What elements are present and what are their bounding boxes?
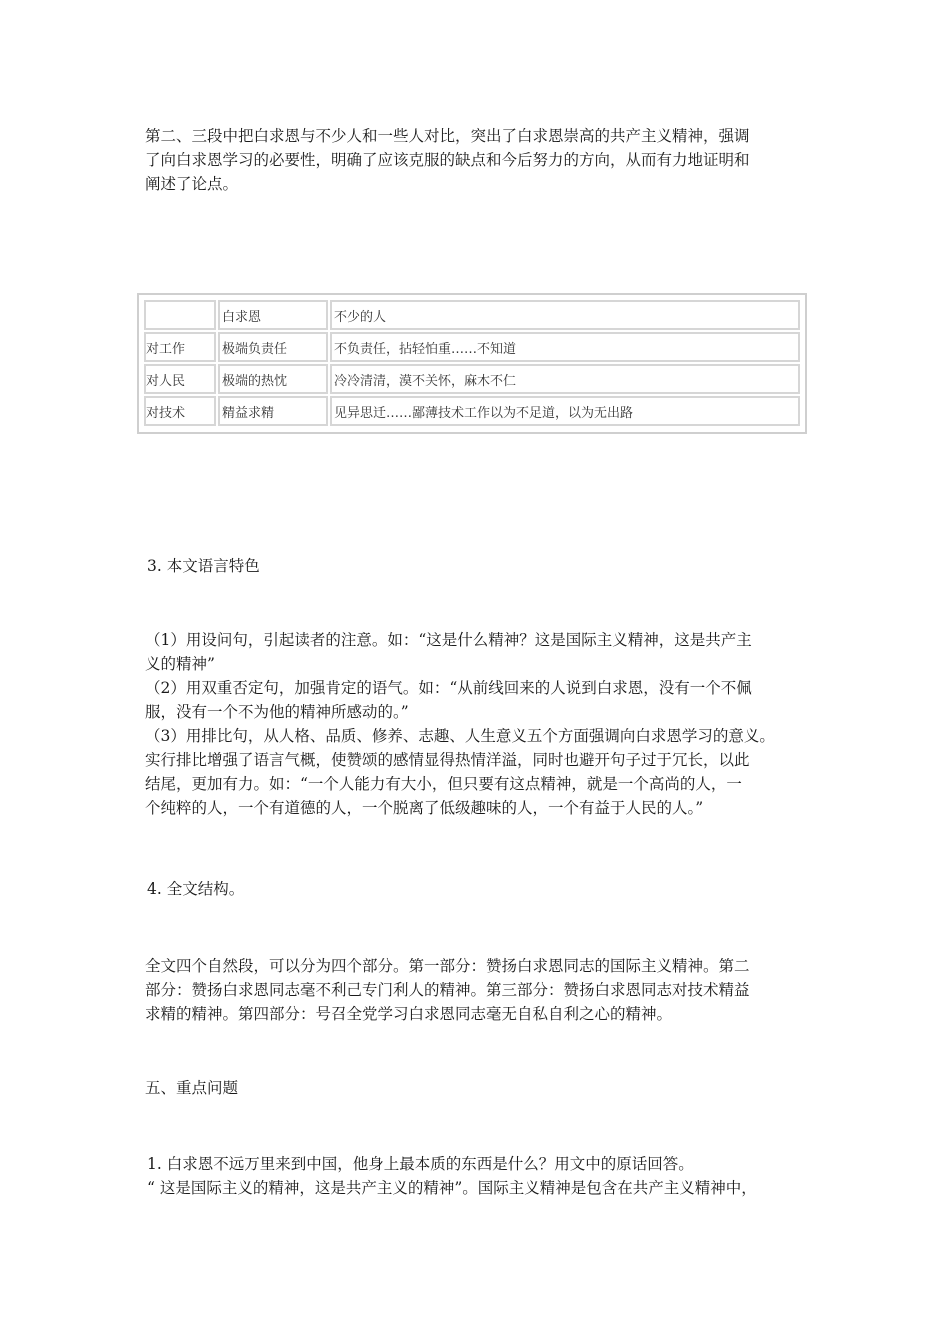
table-row [144, 364, 800, 394]
table-row [144, 396, 800, 426]
text-line: 部分：赞扬白求恩同志毫不利己专门利人的精神。第三部分：赞扬白求恩同志对技术精益 [145, 981, 750, 999]
section-heading: 4. 全文结构。 [147, 880, 245, 898]
table-header-row [144, 300, 800, 330]
table-cell: 不负责任，拈轻怕重……不知道 [330, 332, 800, 362]
table-cell: 对技术 [144, 396, 216, 426]
table-cell: 不少的人 [330, 300, 800, 330]
table-cell: 极端的热忱 [218, 364, 328, 394]
text-line: 服，没有一个不为他的精神所感动的。” [145, 703, 409, 721]
text-line: 第二、三段中把白求恩与不少人和一些人对比，突出了白求恩崇高的共产主义精神，强调 [145, 127, 750, 145]
text-line: 义的精神” [145, 655, 215, 673]
text-line: （2）用双重否定句，加强肯定的语气。如：“从前线回来的人说到白求恩，没有一个不佩 [145, 679, 752, 697]
section-4-body [145, 954, 810, 1026]
text-line: 了向白求恩学习的必要性，明确了应该克服的缺点和今后努力的方向，从而有力地证明和 [145, 151, 750, 169]
table-row [144, 332, 800, 362]
table-cell [144, 300, 216, 330]
text-line: 阐述了论点。 [145, 175, 239, 193]
comparison-table [142, 298, 802, 428]
text-line: 个纯粹的人，一个有道德的人，一个脱离了低级趣味的人，一个有益于人民的人。” [145, 799, 704, 817]
table-cell: 对工作 [144, 332, 216, 362]
text-line: “ 这是国际主义的精神，这是共产主义的精神”。国际主义精神是包含在共产主义精神中， [147, 1179, 757, 1197]
text-line: （3）用排比句，从人格、品质、修养、志趣、人生意义五个方面强调向白求恩学习的意义。 [145, 727, 775, 745]
section-heading: 3. 本文语言特色 [147, 557, 260, 575]
section-3-body [145, 628, 810, 820]
table-cell: 精益求精 [218, 396, 328, 426]
text-line: 1. 白求恩不远万里来到中国，他身上最本质的东西是什么？用文中的原话回答。 [147, 1155, 694, 1173]
table-cell: 冷冷清清，漠不关怀，麻木不仁 [330, 364, 800, 394]
comparison-table-frame [137, 293, 807, 434]
table-cell: 极端负责任 [218, 332, 328, 362]
text-line: 求精的精神。第四部分：号召全党学习白求恩同志毫无自私自利之心的精神。 [145, 1005, 673, 1023]
text-line: （1）用设问句，引起读者的注意。如：“这是什么精神？这是国际主义精神，这是共产主 [145, 631, 752, 649]
table-cell: 白求恩 [218, 300, 328, 330]
table-cell: 对人民 [144, 364, 216, 394]
section-heading: 五、重点问题 [145, 1079, 239, 1097]
table-cell: 见异思迁……鄙薄技术工作以为不足道，以为无出路 [330, 396, 800, 426]
text-line: 结尾，更加有力。如：“一个人能力有大小，但只要有这点精神，就是一个高尚的人，一 [145, 775, 742, 793]
intro-paragraph [145, 124, 810, 196]
text-line: 实行排比增强了语言气概，使赞颂的感情显得热情洋溢，同时也避开句子过于冗长，以此 [145, 751, 750, 769]
section-5-body [147, 1152, 812, 1200]
text-line: 全文四个自然段，可以分为四个部分。第一部分：赞扬白求恩同志的国际主义精神。第二 [145, 957, 750, 975]
